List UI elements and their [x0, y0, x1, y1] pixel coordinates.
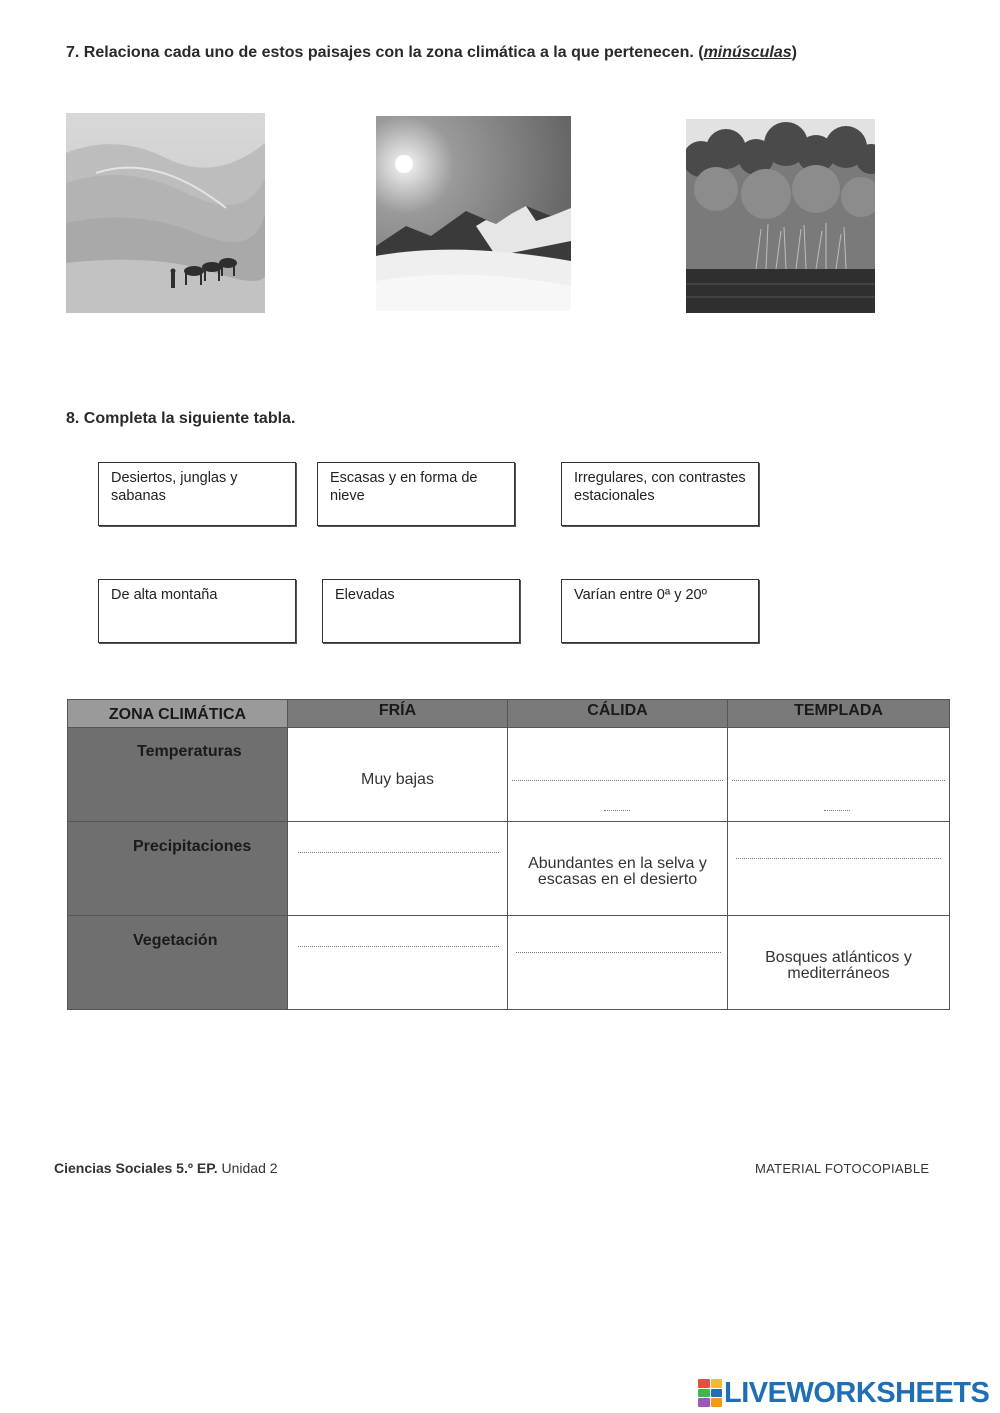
- liveworksheets-logo: [698, 1377, 989, 1409]
- question-8: 8. Completa la siguiente tabla.: [66, 410, 296, 427]
- drop-zone[interactable]: [288, 822, 508, 916]
- drop-zone[interactable]: [508, 728, 728, 822]
- table-cell: Abundantes en la selva y escasas en el desierto: [508, 822, 728, 916]
- dotted-line: [512, 780, 723, 781]
- dotted-line: [298, 946, 499, 947]
- question-7: [66, 44, 797, 62]
- header-templada: TEMPLADA: [728, 700, 950, 728]
- question-7-close: ): [791, 44, 797, 61]
- liveworksheets-icon: [698, 1379, 722, 1407]
- dotted-line: [298, 852, 499, 853]
- climate-table: [67, 699, 950, 1010]
- drop-zone[interactable]: [728, 822, 950, 916]
- table-row: [68, 728, 950, 822]
- question-7-text: 7. Relaciona cada uno de estos paisajes con la zona climática a la que pertenecen. (: [66, 44, 704, 61]
- footer-subject-title: Ciencias Sociales 5.º EP.: [54, 1160, 218, 1176]
- dotted-line: [824, 810, 850, 811]
- row-header-temperaturas: Temperaturas: [68, 728, 288, 822]
- dotted-line: [604, 810, 630, 811]
- header-calida: CÁLIDA: [508, 700, 728, 728]
- desert-photo: [66, 113, 265, 313]
- footer-unit: Unidad 2: [221, 1160, 278, 1176]
- answer-box[interactable]: Irregulares, con contrastes estacionales: [561, 462, 759, 526]
- dotted-line: [732, 780, 945, 781]
- drop-zone[interactable]: [728, 728, 950, 822]
- answer-box[interactable]: Varían entre 0ª y 20º: [561, 579, 759, 643]
- drop-zone[interactable]: [288, 916, 508, 1010]
- table-row: [68, 822, 950, 916]
- dotted-line: [516, 952, 721, 953]
- answer-box[interactable]: Elevadas: [322, 579, 520, 643]
- footer-copyright: MATERIAL FOTOCOPIABLE: [755, 1161, 930, 1176]
- question-7-emphasis: minúsculas: [703, 44, 792, 61]
- table-header-row: [68, 700, 950, 728]
- answer-box[interactable]: Desiertos, junglas y sabanas: [98, 462, 296, 526]
- liveworksheets-wordmark: LIVEWORKSHEETS: [724, 1376, 990, 1409]
- table-cell: Bosques atlánticos y mediterráneos: [728, 916, 950, 1010]
- footer-subject: [54, 1160, 278, 1176]
- answer-box[interactable]: De alta montaña: [98, 579, 296, 643]
- header-fria: FRÍA: [288, 700, 508, 728]
- row-header-precipitaciones: Precipitaciones: [68, 822, 288, 916]
- drop-zone[interactable]: [508, 916, 728, 1010]
- row-header-vegetacion: Vegetación: [68, 916, 288, 1010]
- mountain-photo: [376, 116, 571, 311]
- answer-box[interactable]: Escasas y en forma de nieve: [317, 462, 515, 526]
- table-cell: Muy bajas: [288, 728, 508, 822]
- header-zona-climatica: ZONA CLIMÁTICA: [68, 700, 288, 728]
- forest-photo: [686, 119, 875, 313]
- dotted-line: [736, 858, 941, 859]
- table-row: [68, 916, 950, 1010]
